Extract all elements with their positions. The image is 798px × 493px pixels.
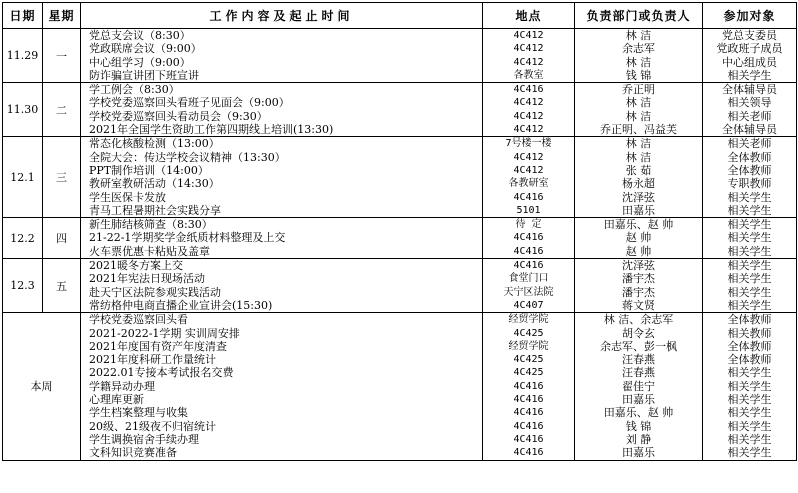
att-line: 相关学生	[727, 298, 772, 312]
resp-line: 林 洁	[625, 55, 652, 69]
place-line: 4C425	[513, 367, 544, 379]
resp-line: 田嘉乐	[622, 203, 655, 217]
weekday-cell: 三	[43, 137, 81, 218]
resp-line: 林 洁	[625, 96, 652, 110]
att-line: 全体教师	[727, 353, 772, 367]
place-cell	[483, 137, 575, 218]
date-cell: 11.30	[3, 83, 43, 137]
work-line: 教研室教研活动（14:30）	[89, 177, 220, 191]
place-cell	[483, 83, 575, 137]
day-group-row	[3, 83, 797, 137]
place-line: 4C412	[513, 56, 544, 68]
resp-line: 钱 锦	[625, 419, 652, 433]
day-group-row	[3, 137, 797, 218]
work-line: 赴天宁区法院参观实践活动	[89, 285, 221, 299]
place-line: 4C416	[513, 260, 544, 272]
att-line: 专职教师	[727, 177, 772, 191]
place-line: 4C416	[513, 232, 544, 244]
resp-line: 杨永超	[622, 177, 655, 191]
resp-line: 沈泽弦	[622, 259, 655, 273]
place-line: 天宁区法院	[503, 286, 554, 298]
resp-line: 蒋文贤	[622, 298, 655, 312]
place-cell	[483, 29, 575, 83]
weekday-cell: 五	[43, 259, 81, 313]
att-line: 相关学生	[727, 379, 772, 393]
resp-line: 刘 静	[625, 432, 652, 446]
place-line: 4C416	[513, 191, 544, 203]
att-line: 全体教师	[727, 163, 772, 177]
place-line: 待 定	[515, 219, 542, 231]
resp-line: 林 洁	[625, 137, 652, 151]
place-line: 食堂门口	[508, 273, 549, 285]
date-cell: 12.1	[3, 137, 43, 218]
work-line: 21-22-1学期奖学金纸质材料整理及上交	[89, 231, 286, 245]
resp-line: 林 洁、余志军	[603, 313, 674, 327]
header-place: 地点	[483, 3, 575, 29]
att-line: 相关学生	[727, 393, 772, 407]
work-line: 2021年全国学生资助工作第四期线上培训(13:30)	[89, 123, 334, 137]
resp-line: 钱 锦	[625, 68, 652, 82]
resp-line: 潘宇杰	[622, 285, 655, 299]
place-line: 4C425	[513, 327, 544, 339]
place-line: 7号楼一楼	[505, 138, 552, 150]
date-cell: 12.2	[3, 218, 43, 259]
att-line: 相关学生	[727, 218, 772, 232]
att-line: 相关学生	[727, 285, 772, 299]
date-cell: 11.29	[3, 29, 43, 83]
place-line: 经贸学院	[508, 314, 549, 326]
responsible-cell	[575, 137, 703, 218]
weekday-cell: 四	[43, 218, 81, 259]
place-line: 5101	[516, 204, 541, 216]
place-line: 4C412	[513, 97, 544, 109]
resp-line: 乔正明	[622, 83, 655, 97]
responsible-cell	[575, 83, 703, 137]
att-line: 相关领导	[727, 96, 772, 110]
work-line: 党政联席会议（9:00）	[89, 42, 202, 56]
place-line: 4C412	[513, 110, 544, 122]
att-line: 相关学生	[727, 190, 772, 204]
place-line: 4C416	[513, 380, 544, 392]
work-cell	[81, 83, 483, 137]
header-work: 工作内容及起止时间	[81, 3, 483, 29]
place-line: 各教研室	[508, 178, 549, 190]
date-cell: 本周	[3, 313, 81, 460]
work-cell	[81, 218, 483, 259]
header-week: 星期	[43, 3, 81, 29]
att-line: 相关学生	[727, 244, 772, 258]
work-line: 心理库更新	[89, 393, 144, 407]
weekday-cell: 二	[43, 83, 81, 137]
resp-line: 林 洁	[625, 109, 652, 123]
att-line: 相关学生	[727, 68, 772, 82]
place-line: 4C416	[513, 84, 544, 96]
attendees-cell	[703, 313, 797, 460]
place-line: 4C412	[513, 124, 544, 136]
place-line: 4C416	[513, 394, 544, 406]
day-group-row	[3, 313, 797, 460]
work-line: 学生医保卡发放	[89, 190, 166, 204]
work-line: 中心组学习（9:00）	[89, 55, 191, 69]
att-line: 党政班子成员	[716, 42, 783, 56]
att-line: 全体辅导员	[722, 83, 777, 97]
work-cell	[81, 29, 483, 83]
place-cell	[483, 259, 575, 313]
weekday-cell: 一	[43, 29, 81, 83]
place-line: 4C412	[513, 164, 544, 176]
work-line: 常态化核酸检测（13:00）	[89, 137, 220, 151]
resp-line: 汪春燕	[622, 353, 655, 367]
resp-line: 胡令玄	[622, 326, 655, 340]
resp-line: 赵 帅	[625, 244, 652, 258]
resp-line: 田嘉乐	[622, 393, 655, 407]
work-line: 学籍异动办理	[89, 379, 155, 393]
date-cell: 12.3	[3, 259, 43, 313]
resp-line: 翟佳宁	[622, 379, 655, 393]
resp-line: 乔正明、冯益芙	[600, 123, 677, 137]
resp-line: 余志军、彭一枫	[600, 339, 677, 353]
work-line: 青马工程暑期社会实践分享	[89, 203, 221, 217]
att-line: 相关学生	[727, 366, 772, 380]
att-line: 全体教师	[727, 150, 772, 164]
resp-line: 林 洁	[625, 29, 652, 42]
place-cell	[483, 218, 575, 259]
header-attendees: 参加对象	[703, 3, 797, 29]
header-responsible: 负责部门或负责人	[575, 3, 703, 29]
att-line: 全体教师	[727, 339, 772, 353]
work-line: 党总支会议（8:30）	[89, 29, 191, 42]
resp-line: 赵 帅	[625, 231, 652, 245]
att-line: 相关教师	[727, 326, 772, 340]
att-line: 相关学生	[727, 272, 772, 286]
schedule-body	[3, 29, 797, 461]
day-group-row	[3, 218, 797, 259]
weekly-schedule-table	[2, 2, 797, 461]
work-cell	[81, 137, 483, 218]
att-line: 相关学生	[727, 432, 772, 446]
place-line: 4C416	[513, 433, 544, 445]
responsible-cell	[575, 29, 703, 83]
att-line: 相关老师	[727, 109, 772, 123]
work-cell	[81, 313, 483, 460]
att-line: 全体教师	[727, 313, 772, 327]
att-line: 中心组成员	[722, 55, 777, 69]
att-line: 党总支委员	[722, 29, 777, 42]
att-line: 相关学生	[727, 203, 772, 217]
work-line: 学校党委巡察回头看	[89, 313, 188, 327]
work-line: 2022.01专接本考试报名交费	[89, 366, 234, 380]
work-line: 学生档案整理与收集	[89, 406, 188, 420]
att-line: 相关老师	[727, 137, 772, 151]
responsible-cell	[575, 313, 703, 460]
place-line: 4C412	[513, 30, 544, 41]
attendees-cell	[703, 83, 797, 137]
attendees-cell	[703, 259, 797, 313]
work-line: 20级、21级夜不归宿统计	[89, 419, 216, 433]
place-line: 4C416	[513, 245, 544, 257]
header-date: 日期	[3, 3, 43, 29]
work-line: 2021年度国有资产年度清查	[89, 339, 227, 353]
attendees-cell	[703, 137, 797, 218]
place-line: 4C412	[513, 151, 544, 163]
responsible-cell	[575, 218, 703, 259]
place-line: 4C416	[513, 447, 544, 459]
work-line: 2021年宪法日现场活动	[89, 272, 205, 286]
work-line: 文科知识竞赛准备	[89, 446, 177, 460]
attendees-cell	[703, 218, 797, 259]
work-line: 全院大会：传达学校会议精神（13:30）	[89, 150, 286, 164]
work-line: PPT制作培训（14:00）	[89, 163, 209, 177]
work-line: 2021年度科研工作量统计	[89, 353, 216, 367]
resp-line: 田嘉乐、赵 帅	[603, 218, 674, 232]
attendees-cell	[703, 29, 797, 83]
work-line: 学工例会（8:30）	[89, 83, 180, 97]
responsible-cell	[575, 259, 703, 313]
place-line: 4C425	[513, 354, 544, 366]
place-cell	[483, 313, 575, 460]
resp-line: 沈泽弦	[622, 190, 655, 204]
resp-line: 张 茹	[625, 163, 652, 177]
att-line: 全体辅导员	[722, 123, 777, 137]
place-line: 4C416	[513, 407, 544, 419]
resp-line: 余志军	[622, 42, 655, 56]
resp-line: 潘宇杰	[622, 272, 655, 286]
resp-line: 田嘉乐	[622, 446, 655, 460]
att-line: 相关学生	[727, 446, 772, 460]
work-cell	[81, 259, 483, 313]
place-line: 4C416	[513, 420, 544, 432]
place-line: 经贸学院	[508, 340, 549, 352]
day-group-row	[3, 259, 797, 313]
work-line: 新生肺结核筛查（8:30）	[89, 218, 213, 232]
place-line: 各教室	[513, 69, 544, 81]
header-row	[3, 3, 797, 29]
work-line: 2021暖冬方案上交	[89, 259, 183, 273]
work-line: 防诈骗宣讲团下班宣讲	[89, 68, 199, 82]
att-line: 相关学生	[727, 231, 772, 245]
resp-line: 田嘉乐、赵 帅	[603, 406, 674, 420]
day-group-row	[3, 29, 797, 83]
work-line: 学校党委巡察回头看动员会（9:30）	[89, 109, 268, 123]
work-line: 学校党委巡察回头看班子见面会（9:00）	[89, 96, 290, 110]
work-line: 火车票优惠卡粘贴及盖章	[89, 244, 210, 258]
resp-line: 汪春燕	[622, 366, 655, 380]
att-line: 相关学生	[727, 419, 772, 433]
att-line: 相关学生	[727, 406, 772, 420]
resp-line: 林 洁	[625, 150, 652, 164]
work-line: 2021-2022-1学期 实训周安排	[89, 326, 240, 340]
att-line: 相关学生	[727, 259, 772, 273]
place-line: 4C412	[513, 43, 544, 55]
work-line: 常纺格仲电商直播企业宣讲会(15:30)	[89, 298, 273, 312]
work-line: 学生调换宿舍手续办理	[89, 432, 199, 446]
place-line: 4C407	[513, 299, 544, 311]
